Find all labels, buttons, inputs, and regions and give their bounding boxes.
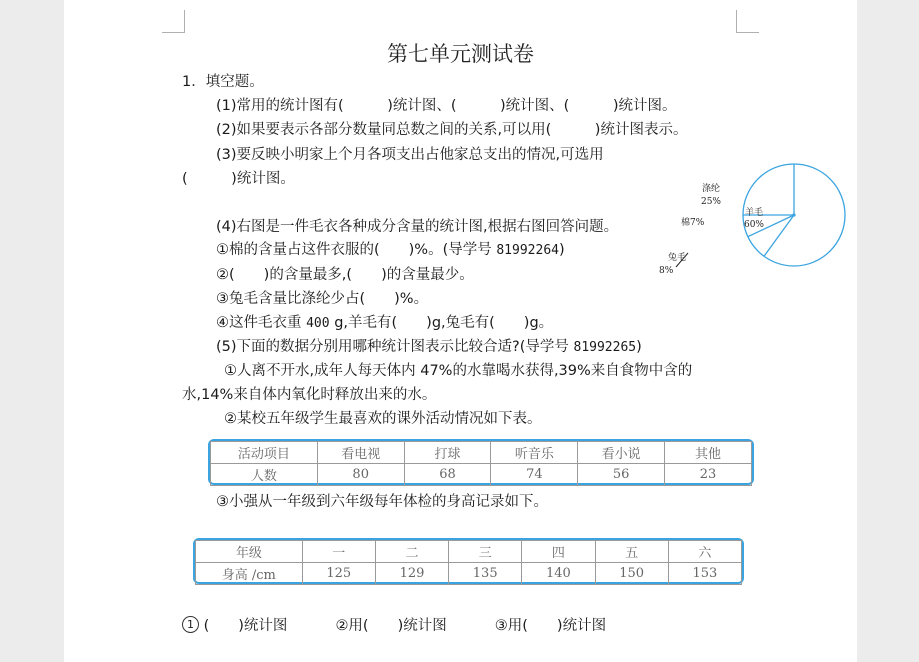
question-4-1: ①棉的含量占这件衣服的( )%。(导学号 81992264) bbox=[216, 242, 565, 258]
table-cell: 看电视 bbox=[317, 442, 404, 464]
table-cell: 80 bbox=[317, 464, 404, 486]
table-cell: 二 bbox=[375, 541, 448, 563]
table-cell: 23 bbox=[665, 464, 752, 486]
answer-2: ②用( )统计图 bbox=[335, 618, 447, 634]
pie-label-wool: 羊毛 bbox=[744, 208, 764, 218]
table-row bbox=[196, 563, 742, 585]
question-4-3: ③兔毛含量比涤纶少占( )%。 bbox=[216, 291, 429, 307]
table-cell: 看小说 bbox=[578, 442, 665, 464]
question-5-3: ③小强从一年级到六年级每年体检的身高记录如下。 bbox=[216, 494, 548, 510]
question-3-line-1: (3)要反映小明家上个月各项支出占他家总支出的情况,可选用 bbox=[216, 147, 604, 163]
table-cell: 一 bbox=[302, 541, 375, 563]
pie-center bbox=[792, 213, 795, 216]
table-cell: 身高 /cm bbox=[196, 563, 303, 585]
activity-table bbox=[210, 441, 752, 486]
table-cell: 听音乐 bbox=[491, 442, 578, 464]
answer-line bbox=[182, 616, 606, 636]
pie-label-rabbit-hair: 兔毛 bbox=[668, 253, 687, 263]
wool-composition-pie-chart bbox=[654, 155, 854, 285]
activity-table-frame bbox=[208, 439, 754, 485]
question-4: (4)右图是一件毛衣各种成分含量的统计图,根据右图回答问题。 bbox=[216, 219, 619, 235]
question-5: (5)下面的数据分别用哪种统计图表示比较合适?(导学号 81992265) bbox=[216, 339, 642, 355]
question-5-2: ②某校五年级学生最喜欢的课外活动情况如下表。 bbox=[224, 411, 542, 427]
table-cell: 74 bbox=[491, 464, 578, 486]
question-3-line-2: ( )统计图。 bbox=[182, 171, 295, 187]
table-cell: 129 bbox=[375, 563, 448, 585]
table-cell: 56 bbox=[578, 464, 665, 486]
crop-mark-top-right bbox=[736, 10, 759, 33]
table-cell: 打球 bbox=[404, 442, 491, 464]
question-5-1-line-2: 水,14%来自体内氧化时释放出来的水。 bbox=[182, 387, 437, 403]
height-table bbox=[195, 540, 742, 585]
table-cell: 68 bbox=[404, 464, 491, 486]
section-heading: 1．填空题。 bbox=[182, 74, 264, 90]
table-cell: 125 bbox=[302, 563, 375, 585]
table-cell: 153 bbox=[668, 563, 741, 585]
table-cell: 五 bbox=[595, 541, 668, 563]
table-cell: 六 bbox=[668, 541, 741, 563]
pie-slice-edge-羊毛 bbox=[764, 215, 794, 256]
table-cell: 三 bbox=[449, 541, 522, 563]
pie-value-polyester: 25% bbox=[700, 197, 722, 207]
document-page bbox=[64, 0, 857, 662]
crop-mark-top-left bbox=[162, 10, 185, 33]
table-cell: 人数 bbox=[211, 464, 318, 486]
table-cell: 150 bbox=[595, 563, 668, 585]
answer-3: ③用( )统计图 bbox=[494, 618, 607, 634]
question-4-4: ④这件毛衣重 400 g,羊毛有( )g,兔毛有( )g。 bbox=[216, 315, 554, 331]
table-cell: 活动项目 bbox=[211, 442, 318, 464]
table-cell: 其他 bbox=[665, 442, 752, 464]
table-header-row bbox=[211, 442, 752, 464]
pie-label-cotton: 棉7% bbox=[681, 218, 705, 228]
question-5-1-line-1: ①人离不开水,成年人每天体内 47%的水靠喝水获得,39%来自食物中含的 bbox=[224, 363, 693, 379]
pie-label-polyester: 涤纶 bbox=[701, 184, 721, 194]
page-title: 第七单元测试卷 bbox=[387, 42, 534, 66]
table-row bbox=[211, 464, 752, 486]
pie-value-wool: 60% bbox=[743, 220, 765, 230]
height-table-frame bbox=[193, 538, 744, 584]
question-2: (2)如果要表示各部分数量同总数之间的关系,可以用( )统计图表示。 bbox=[216, 122, 688, 138]
table-cell: 年级 bbox=[196, 541, 303, 563]
answer-1: ( )统计图 bbox=[199, 618, 288, 634]
table-cell: 135 bbox=[449, 563, 522, 585]
table-header-row bbox=[196, 541, 742, 563]
table-cell: 140 bbox=[522, 563, 595, 585]
circled-number: 1 bbox=[182, 616, 199, 633]
table-cell: 四 bbox=[522, 541, 595, 563]
question-4-2: ②( )的含量最多,( )的含量最少。 bbox=[216, 267, 474, 283]
pie-value-rabbit-hair: 8% bbox=[659, 266, 674, 276]
question-1: (1)常用的统计图有( )统计图、( )统计图、( )统计图。 bbox=[216, 98, 677, 114]
